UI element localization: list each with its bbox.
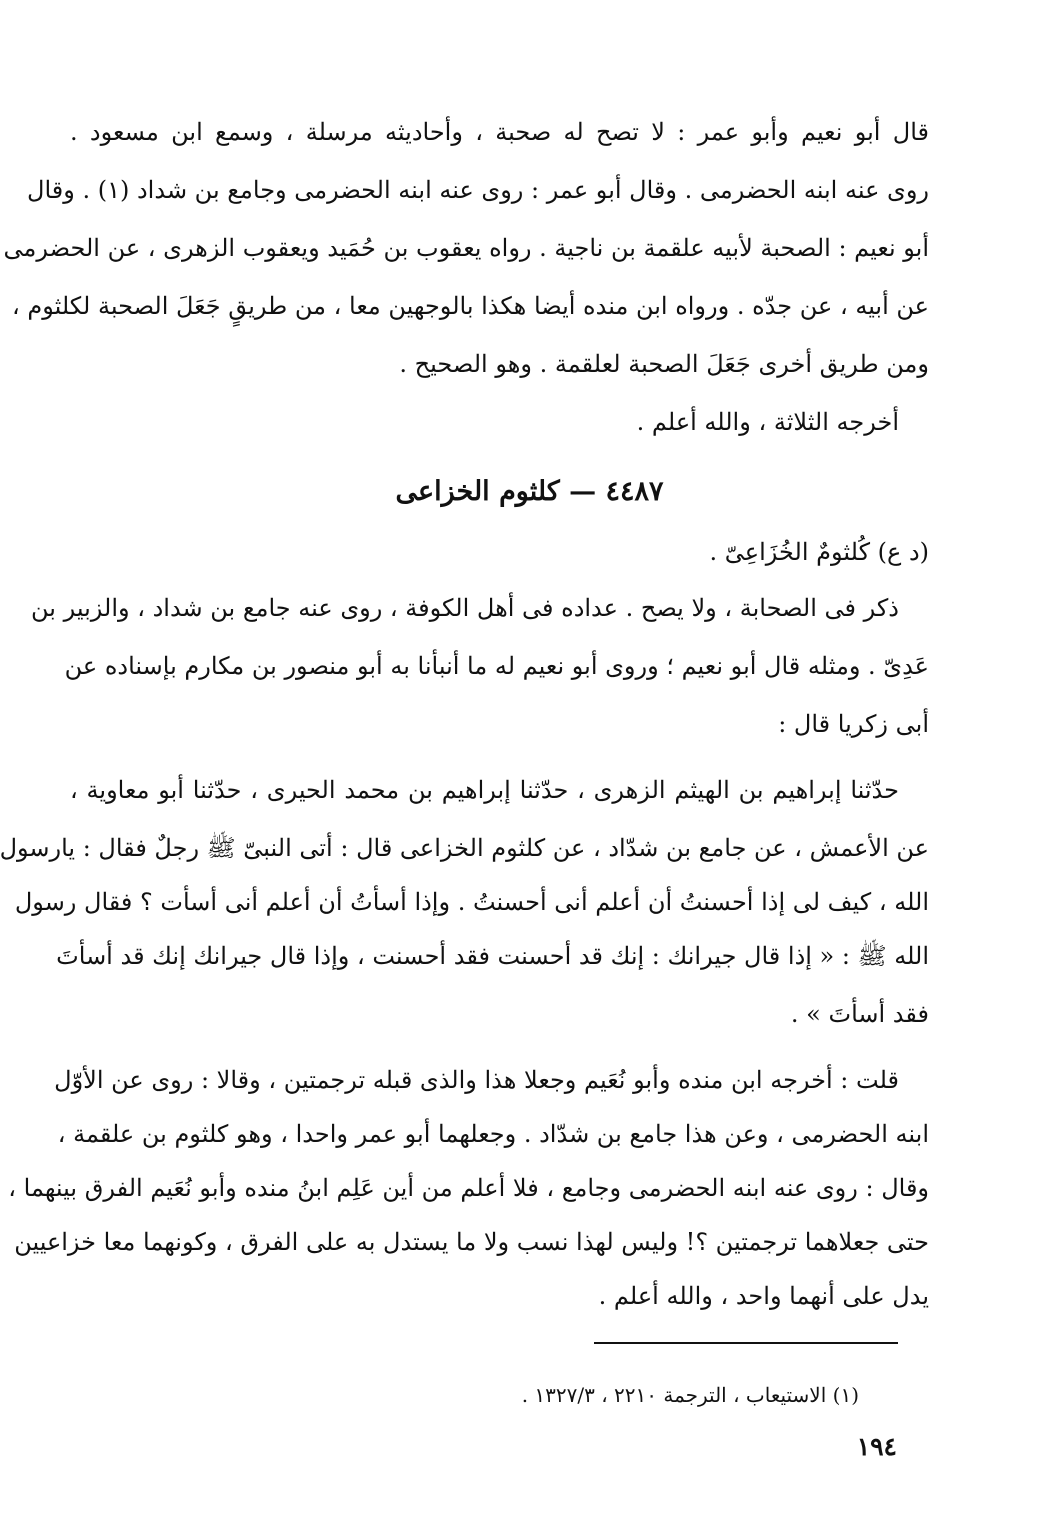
- text-line: حتى جعلاهما ترجمتين ؟! وليس لهذا نسب ولا ما يستدل به على الفرق ، وكونهما معا خزاعيين: [14, 1228, 929, 1256]
- text-line: ابنه الحضرمى ، وعن هذا جامع بن شدّاد . وجعلهما أبو عمر واحدا ، وهو كلثوم بن علقمة ،: [57, 1120, 929, 1148]
- text-line: الله ، كيف لى إذا أحسنتُ أن أعلم أنى أحسنتُ . وإذا أسأتُ أن أعلم أنى أسأت ؟ فقال رسول: [14, 888, 929, 916]
- entry-heading: ٤٤٨٧ — كلثوم الخزاعى: [395, 476, 664, 507]
- text-line: روى عنه ابنه الحضرمى . وقال أبو عمر : روى عنه ابنه الحضرمى وجامع بن شداد (١) . وقال: [27, 176, 929, 204]
- text-line: يدل على أنهما واحد ، والله أعلم .: [598, 1282, 929, 1310]
- text-line: عن الأعمش ، عن جامع بن شدّاد ، عن كلثوم الخزاعى قال : أتى النبىّ ﷺ رجلٌ فقال : يارسول: [0, 834, 929, 862]
- page-number: ١٩٤: [856, 1432, 897, 1461]
- footnote: (١) الاستيعاب ، الترجمة ٢٢١٠ ، ١٣٢٧/٣ .: [521, 1383, 859, 1407]
- text-line: حدّثنا إبراهيم بن الهيثم الزهرى ، حدّثنا إبراهيم بن محمد الحيرى ، حدّثنا أبو معاوية ،: [70, 776, 899, 804]
- entry-sigla: (د ع) كُلثومٌ الخُزَاعِىّ .: [709, 538, 929, 566]
- footnote-divider: [594, 1342, 898, 1344]
- text-line: ذكر فى الصحابة ، ولا يصح . عداده فى أهل الكوفة ، روى عنه جامع بن شداد ، والزبير بن: [31, 594, 899, 622]
- text-line: قلت : أخرجه ابن منده وأبو نُعَيم وجعلا هذا والذى قبله ترجمتين ، وقالا : روى عن الأوّل: [54, 1066, 899, 1094]
- text-line: أبى زكريا قال :: [778, 710, 929, 738]
- closing-line: أخرجه الثلاثة ، والله أعلم .: [636, 408, 899, 436]
- text-line: الله ﷺ : « إذا قال جيرانك : إنك قد أحسنت فقد أحسنت ، وإذا قال جيرانك إنك قد أسأتَ: [56, 942, 929, 970]
- text-line: قال أبو نعيم وأبو عمر : لا تصح له صحبة ، وأحاديثه مرسلة ، وسمع ابن مسعود .: [70, 118, 929, 146]
- text-line: فقد أسأتَ » .: [790, 1000, 929, 1028]
- text-line: ومن طريق أخرى جَعَلَ الصحبة لعلقمة . وهو الصحيح .: [399, 350, 929, 378]
- text-line: أبو نعيم : الصحبة لأبيه علقمة بن ناجية . رواه يعقوب بن حُمَيد ويعقوب الزهرى ، عن الحضرمى: [3, 234, 929, 262]
- text-line: عن أبيه ، عن جدّه . ورواه ابن منده أيضا هكذا بالوجهين معا ، من طريقٍ جَعَلَ الصحبة لكلثوم ،: [11, 292, 929, 320]
- text-line: عَدِىّ . ومثله قال أبو نعيم ؛ وروى أبو نعيم له ما أنبأنا به أبو منصور بن مكارم بإسناده عن: [64, 652, 929, 680]
- text-line: وقال : روى عنه ابنه الحضرمى وجامع ، فلا أعلم من أين عَلِم ابنُ منده وأبو نُعَيم الفرق بينهما ،: [8, 1174, 929, 1202]
